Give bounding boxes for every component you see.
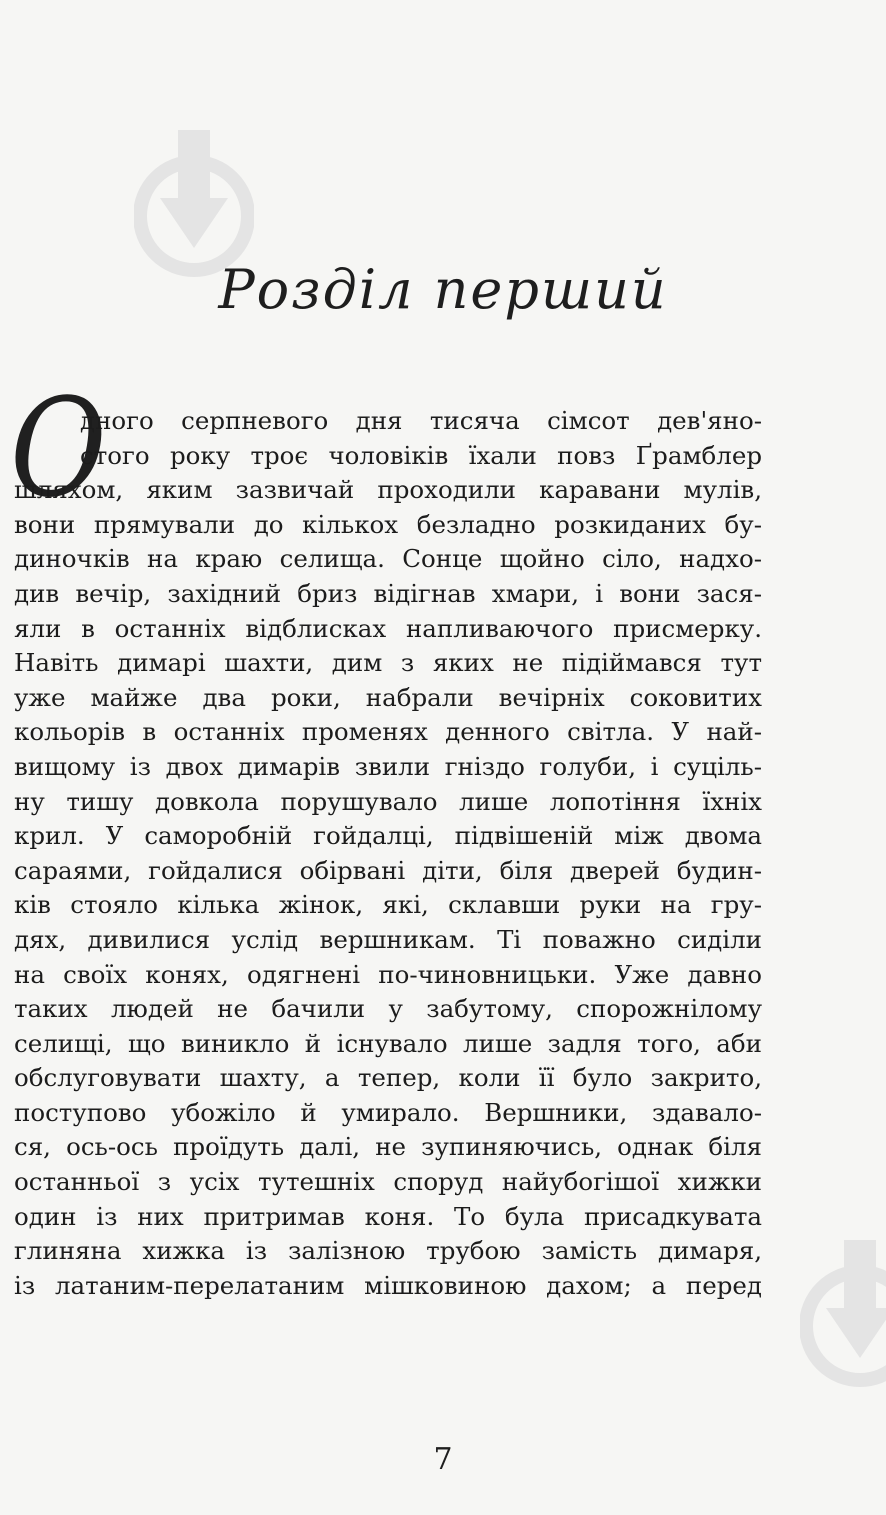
text-line: на своїх конях, одягнені по-чиновницьки. Уже давно	[14, 959, 762, 989]
text-line: глиняна хижка із залізною трубою замість димаря,	[14, 1236, 762, 1266]
text-line: один із них притримав коня. То була присадкувата	[14, 1201, 762, 1231]
text-line: шляхом, яким зазвичай проходили каравани мулів,	[14, 475, 762, 505]
text-line: крил. У саморобній гойдалці, підвішеній між двома	[14, 821, 762, 851]
text-line: ну тишу довкола порушувало лише лопотіння їхніх	[14, 786, 762, 816]
text-line: сараями, гойдалися обірвані діти, біля дверей будин-	[14, 855, 762, 885]
drop-cap: О	[10, 368, 107, 528]
text-line: вищому із двох димарів звили гніздо голуби, і суціль-	[14, 751, 762, 781]
chapter-body	[14, 404, 762, 1303]
text-line: із латаним-перелатаним мішковиною дахом; а перед	[14, 1270, 762, 1300]
text-line: вони прямували до кількох безладно розкиданих бу-	[14, 509, 762, 539]
text-line: дях, дивилися услід вершникам. Ті поважно сиділи	[14, 924, 762, 954]
page-number: 7	[433, 1442, 453, 1477]
text-line: ся, ось-ось проїдуть далі, не зупиняючись, однак біля	[14, 1132, 762, 1162]
text-line: ків стояло кілька жінок, які, склавши руки на гру-	[14, 890, 762, 920]
text-line: обслуговувати шахту, а тепер, коли її було закрито,	[14, 1063, 762, 1093]
text-line: селищі, що виникло й існувало лише задля того, аби	[14, 1028, 762, 1058]
text-line: яли в останніх відблисках напливаючого присмерку.	[14, 613, 762, 643]
text-line: диночків на краю селища. Сонце щойно сіло, надхо-	[14, 544, 762, 574]
text-line: дного серпневого дня тисяча сімсот дев'яно-	[80, 406, 762, 435]
chapter-title: Розділ перший	[218, 258, 668, 321]
download-watermark-icon-corner	[800, 1240, 886, 1390]
text-line: кольорів в останніх променях денного світла. У най-	[14, 717, 762, 747]
text-line: останньої з усіх тутешніх споруд найубогішої хижки	[14, 1167, 762, 1197]
text-line: див вечір, західний бриз відігнав хмари, і вони зася-	[14, 578, 762, 608]
text-line: поступово убожіло й умирало. Вершники, здавало-	[14, 1097, 762, 1127]
text-line: таких людей не бачили у забутому, спорожнілому	[14, 994, 762, 1024]
text-line: уже майже два роки, набрали вечірніх соковитих	[14, 682, 762, 712]
text-line: стого року троє чоловіків їхали повз Ґрамблер	[80, 440, 762, 470]
text-line: Навіть димарі шахти, дим з яких не підіймався тут	[14, 648, 762, 678]
